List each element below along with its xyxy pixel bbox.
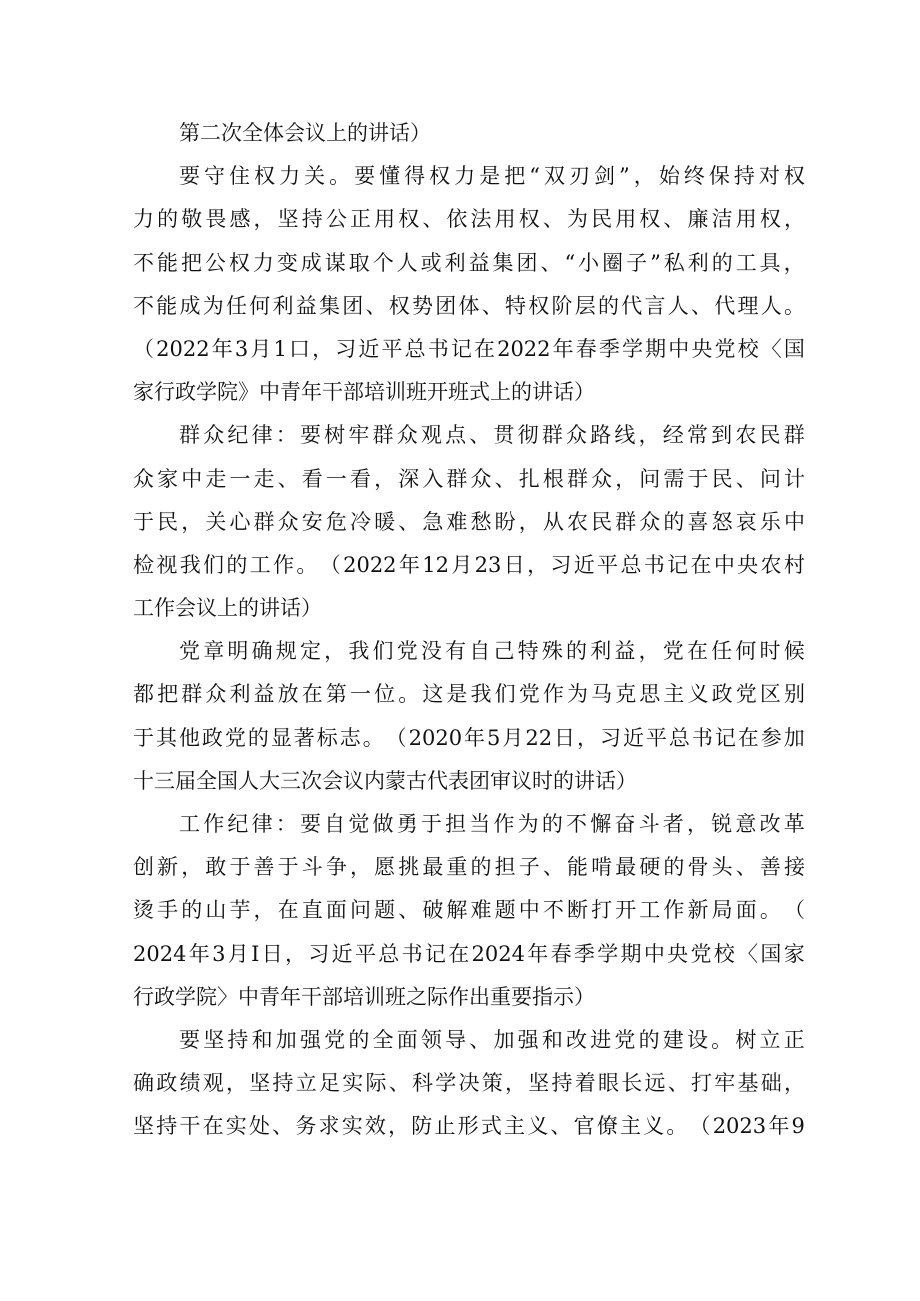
text-line: 于 民 ， 关 心 群 众 安 危 冷 暖 、 急 难 愁 盼 ， 从 农 民 群 众 的 喜 怒 哀 乐 中 xyxy=(133,509,805,534)
text-line: 第二次全体会议上的讲话） xyxy=(179,121,431,145)
text-line: 众 家 中 走 一 走 、 看 一 看 ， 深 入 群 众 、 扎 根 群 众 ， 问 需 于 民 、 问 计 xyxy=(133,466,805,491)
text-line: 党 章 明 确 规 定 ， 我 们 党 没 有 自 己 特 殊 的 利 益 ， 党 在 任 何 时 候 xyxy=(179,639,805,664)
text-line: （ 2022 年 3 月 1 口 ， 习 近 平 总 书 记 在 2022 年 春 季 学 期 中 央 党 校 〈 国 xyxy=(133,336,805,361)
text-line: 不 能 成 为 任 何 利 益 集 团 、 权 势 团 体 、 特 权 阶 层 的 代 言 人 、 代 理 人 。 xyxy=(133,293,805,318)
text-line: 都 把 群 众 利 益 放 在 第 一 位 。 这 是 我 们 党 作 为 马 克 思 主 义 政 党 区 别 xyxy=(133,682,805,707)
text-line: 不 能 把 公 权 力 变 成 谋 取 个 人 或 利 益 集 团 、 “ 小 圈 子 ” 私 利 的 工 具 ， xyxy=(133,250,805,275)
text-line: 坚 持 干 在 实 处 、 务 求 实 效 ， 防 止 形 式 主 义 、 官 僚 主 义 。 （ 2023 年 9 xyxy=(133,1114,805,1139)
text-line: 于 其 他 政 党 的 显 著 标 志 。 （ 2020 年 5 月 22 日 ， 习 近 平 总 书 记 在 参 加 xyxy=(133,725,805,750)
text-line: 群 众 纪 律 ： 要 树 牢 群 众 观 点 、 贯 彻 群 众 路 线 ， 经 常 到 农 民 群 xyxy=(179,423,805,448)
text-line: 创 新 ， 敢 于 善 于 斗 争 ， 愿 挑 最 重 的 担 子 、 能 啃 最 硬 的 骨 头 、 善 接 xyxy=(133,855,805,880)
text-line: 烫 手 的 山 芋 ， 在 直 面 问 题 、 破 解 难 题 中 不 断 打 开 工 作 新 局 面 。 （ xyxy=(133,898,805,923)
text-line: 力 的 敬 畏 感 ， 坚 持 公 正 用 权 、 依 法 用 权 、 为 民 用 权 、 廉 洁 用 权 ， xyxy=(133,207,805,232)
text-line: 十三届全国人大三次会议内蒙古代表团审议时的讲话） xyxy=(133,768,637,793)
text-line: 确 政 绩 观 ， 坚 持 立 足 实 际 、 科 学 决 策 ， 坚 持 着 眼 长 远 、 打 牢 基 础 ， xyxy=(133,1071,805,1096)
text-line: 工 作 纪 律 ： 要 自 觉 做 勇 于 担 当 作 为 的 不 懈 奋 斗 者 ， 锐 意 改 革 xyxy=(179,812,805,836)
text-line: 检 视 我 们 的 工 作 。 （ 2022 年 12 月 23 日 ， 习 近 平 总 书 记 在 中 央 农 村 xyxy=(133,552,805,577)
text-line: 2024 年 3 月 I 日 ， 习 近 平 总 书 记 在 2024 年 春 季 学 期 中 央 党 校 〈 国 家 xyxy=(133,941,805,966)
text-line: 家行政学院》中青年干部培训班开班式上的讲话） xyxy=(133,380,595,405)
text-line: 要 守 住 权 力 关 。 要 懂 得 权 力 是 把 “ 双 刃 剑 ” ， 始 终 保 持 对 权 xyxy=(179,164,805,189)
text-line: 行政学院〉中青年干部培训班之际作出重要指示） xyxy=(133,984,595,1009)
document-body xyxy=(133,112,805,1149)
text-line: 要 坚 持 和 加 强 党 的 全 面 领 导 、 加 强 和 改 进 党 的 建 设 。 树 立 正 xyxy=(179,1027,805,1052)
text-line: 工作会议上的讲话） xyxy=(133,596,322,621)
